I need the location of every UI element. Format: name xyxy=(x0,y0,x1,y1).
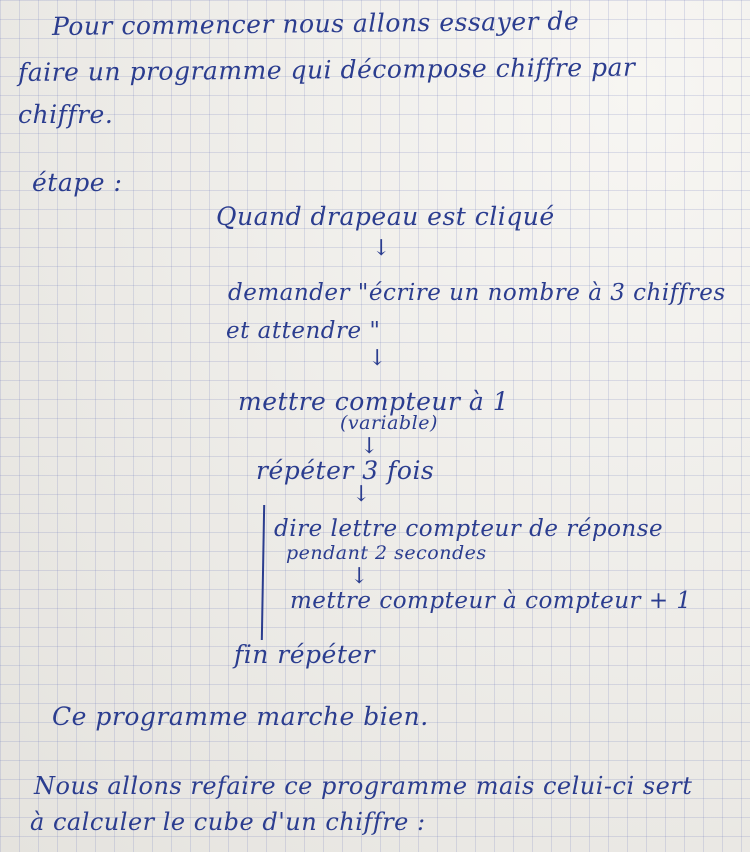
step-ask-line-2: et attendre " xyxy=(226,318,381,344)
next-line-2: à calculer le cube d'un chiffre : xyxy=(30,808,426,836)
intro-line-1: Pour commencer nous allons essayer de xyxy=(51,6,580,41)
step-set-counter: mettre compteur à 1 xyxy=(238,387,510,416)
step-say-line-2: pendant 2 secondes xyxy=(286,542,487,564)
step-repeat: répéter 3 fois xyxy=(256,456,435,485)
intro-line-3: chiffre. xyxy=(18,100,114,129)
repeat-loop-bracket xyxy=(261,505,265,640)
intro-line-2: faire un programme qui décompose chiffre par xyxy=(17,52,636,87)
conclusion-line: Ce programme marche bien. xyxy=(52,702,429,731)
down-arrow-icon: ↓ xyxy=(350,564,369,589)
step-say-line-1: dire lettre compteur de réponse xyxy=(274,516,664,542)
next-line-1: Nous allons refaire ce programme mais celui-ci sert xyxy=(34,772,693,800)
variable-note: (variable) xyxy=(340,412,438,434)
step-increment-counter: mettre compteur à compteur + 1 xyxy=(290,588,692,614)
down-arrow-icon: ↓ xyxy=(360,434,379,459)
down-arrow-icon: ↓ xyxy=(352,482,371,507)
step-flag-clicked: Quand drapeau est cliqué xyxy=(216,202,555,231)
step-end-repeat: fin répéter xyxy=(234,640,376,669)
steps-heading: étape : xyxy=(32,168,123,197)
down-arrow-icon: ↓ xyxy=(368,346,387,371)
step-ask-line-1: demander "écrire un nombre à 3 chiffres xyxy=(228,280,726,306)
down-arrow-icon: ↓ xyxy=(372,236,391,261)
